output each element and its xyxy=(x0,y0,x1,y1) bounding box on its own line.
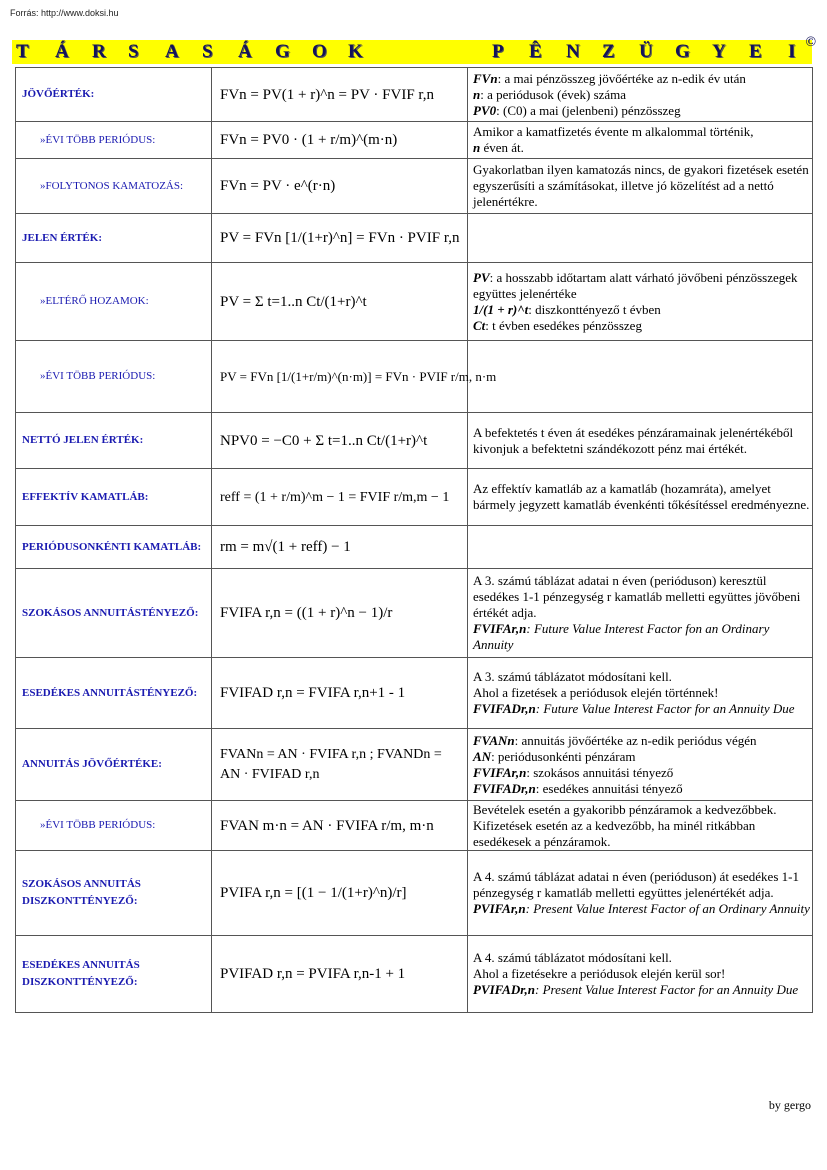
description xyxy=(468,729,813,801)
description xyxy=(468,851,813,936)
formula: FVIFAD r,n = FVIFA r,n+1 - 1 xyxy=(220,685,406,701)
table-row xyxy=(16,658,813,729)
title-letter: O xyxy=(312,41,327,62)
formula-cell xyxy=(212,801,468,851)
table-row xyxy=(16,569,813,658)
desc-line: : esedékes annuitási tényező xyxy=(535,780,683,796)
title-letter: Z xyxy=(602,41,615,62)
formula: PVIFAD r,n = PVIFA r,n-1 + 1 xyxy=(220,966,406,982)
desc-line: : Present Value Interest Factor for an Annuity Due xyxy=(535,982,799,997)
title-letter: Á xyxy=(55,41,69,62)
desc-term: PVIFAr,n xyxy=(473,901,526,916)
row-label: »ELTÉRŐ HOZAMOK: xyxy=(16,263,212,341)
formula: NPV0 = −C0 + Σ t=1..n Ct/(1+r)^t xyxy=(220,432,428,449)
formula-cell xyxy=(212,851,468,936)
desc-line: A 4. számú táblázatot módosítani kell. xyxy=(473,950,672,965)
formula-cell xyxy=(212,263,468,341)
desc-term: FVn xyxy=(473,70,498,86)
title-letter: R xyxy=(92,41,106,62)
desc-line: : Future Value Interest Factor for an Annuity Due xyxy=(535,701,795,716)
desc-term: Ct xyxy=(473,317,486,333)
description xyxy=(468,263,813,341)
desc-line: Amikor a kamatfizetés évente m alkalommal történik, xyxy=(473,124,754,139)
description: Bevételek esetén a gyakoribb pénzáramok a kedvezőbbek. Kifizetések esetén az a kedvezőbb, ha minél ritkábban esedékesek a pénzáramok. xyxy=(468,801,813,851)
desc-term: 1/(1 + r)^t xyxy=(473,301,529,317)
title-letter: G xyxy=(675,41,690,62)
row-label: EFFEKTÍV KAMATLÁB: xyxy=(16,469,212,526)
desc-term: PV xyxy=(473,269,490,285)
formula: rm = m√(1 + reff) − 1 xyxy=(220,539,351,555)
title-letter: G xyxy=(275,41,290,62)
formula: PV = Σ t=1..n Ct/(1+r)^t xyxy=(220,293,367,310)
desc-term: FVIFAr,n xyxy=(473,621,527,636)
row-label: PERIÓDUSONKÉNTI KAMATLÁB: xyxy=(16,526,212,569)
formula-cell xyxy=(212,68,468,122)
formula-cell xyxy=(212,469,468,526)
description: Az effektív kamatláb az a kamatláb (hozamráta), amelyet bármely jegyzett kamatláb évenkénti tőkésítéssel eredményezne. xyxy=(468,469,813,526)
description xyxy=(468,214,813,263)
description xyxy=(468,68,813,122)
row-label: ANNUITÁS JÖVŐÉRTÉKE: xyxy=(16,729,212,801)
table-row xyxy=(16,159,813,214)
table-row xyxy=(16,526,813,569)
description: A befektetés t éven át esedékes pénzáramainak jelenértékéből kivonjuk a befektetni szándékozott pénz mai értékét. xyxy=(468,413,813,469)
formula: FVn = PV · e^(r·n) xyxy=(220,178,336,194)
desc-term: FVIFADr,n xyxy=(473,780,536,796)
desc-line: : (C0) a mai (jelenbeni) pénzösszeg xyxy=(496,102,681,118)
table-row xyxy=(16,263,813,341)
row-label: SZOKÁSOS ANNUITÁSTÉNYEZŐ: xyxy=(16,569,212,658)
desc-term: PVIFADr,n xyxy=(473,982,536,997)
desc-line: : periódusonkénti pénzáram xyxy=(491,748,636,764)
desc-line: : a mai pénzösszeg jövőértéke az n-edik év után xyxy=(497,70,746,86)
desc-line: : t évben esedékes pénzösszeg xyxy=(485,317,642,333)
desc-line: : annuitás jövőértéke az n-edik periódus végén xyxy=(514,732,757,748)
desc-line: Ahol a fizetésekre a periódusok elején kerül sor! xyxy=(473,966,726,981)
formula: reff = (1 + r/m)^m − 1 = FVIF r/m,m − 1 xyxy=(220,489,450,505)
row-label: »FOLYTONOS KAMATOZÁS: xyxy=(16,159,212,214)
formula-cell xyxy=(212,526,468,569)
formula-cell xyxy=(212,214,468,263)
desc-term: n xyxy=(473,86,481,102)
table-row xyxy=(16,851,813,936)
desc-line: éven át. xyxy=(480,140,524,155)
formula: PV = FVn [1/(1+r)^n] = FVn · PVIF r,n xyxy=(220,230,460,246)
desc-line: : a periódusok (évek) száma xyxy=(480,86,627,102)
table-row xyxy=(16,936,813,1013)
table-row xyxy=(16,729,813,801)
desc-line: : Present Value Interest Factor of an Ordinary Annuity xyxy=(525,901,810,916)
title-letter: Ü xyxy=(639,41,653,62)
desc-line: A 4. számú táblázat adatai n éven (perióduson) át esedékes 1-1 pénzegység r kamatláb melletti együttes jelenértékét adja. xyxy=(473,869,799,900)
table-row xyxy=(16,469,813,526)
formula: FVAN m·n = AN · FVIFA r/m, m·n xyxy=(220,817,434,834)
formula: FVIFA r,n = ((1 + r)^n − 1)/r xyxy=(220,605,393,621)
formula: FVn = PV(1 + r)^n = PV · FVIF r,n xyxy=(220,86,435,103)
formula: PV = FVn [1/(1+r/m)^(n·m)] = FVn · PVIF r/m, n·m xyxy=(220,368,497,384)
formula: FVANn = AN · FVIFA r,n ; FVANDn = AN · FVIFAD r,n xyxy=(220,746,442,782)
desc-line: A 3. számú táblázat adatai n éven (perióduson) keresztül esedékes 1-1 pénzegység r kamatláb melletti együttes jövőbeni értékét adja. xyxy=(473,573,801,620)
desc-term: n xyxy=(473,140,481,155)
row-label: ESEDÉKES ANNUITÁSTÉNYEZŐ: xyxy=(16,658,212,729)
title-letter: Y xyxy=(712,41,726,62)
desc-term: AN xyxy=(473,748,492,764)
table-row xyxy=(16,801,813,851)
formula-cell xyxy=(212,569,468,658)
desc-term: FVIFADr,n xyxy=(473,701,536,716)
description xyxy=(468,122,813,159)
formula: FVn = PV0 · (1 + r/m)^(m·n) xyxy=(220,132,398,148)
formula-cell xyxy=(212,159,468,214)
title-letter: Á xyxy=(238,41,252,62)
desc-term: FVIFAr,n xyxy=(473,764,527,780)
table-row xyxy=(16,214,813,263)
formula-cell xyxy=(212,936,468,1013)
description xyxy=(468,569,813,658)
formula-cell xyxy=(212,658,468,729)
table-row xyxy=(16,341,813,413)
desc-line: : a hosszabb időtartam alatt várható jövőbeni pénzösszegek együttes jelenértéke xyxy=(473,269,798,301)
table-row xyxy=(16,68,813,122)
row-label: »ÉVI TÖBB PERIÓDUS: xyxy=(16,122,212,159)
desc-line: A 3. számú táblázatot módosítani kell. xyxy=(473,669,672,684)
byline: by gergo xyxy=(768,1098,811,1112)
table-row xyxy=(16,413,813,469)
table-row xyxy=(16,122,813,159)
desc-term: FVANn xyxy=(473,732,515,748)
formula-cell xyxy=(212,122,468,159)
title-letter: E xyxy=(749,41,762,62)
title-letter: N xyxy=(566,41,580,62)
source-url: Forrás: http://www.doksi.hu xyxy=(10,8,119,18)
formula: PVIFA r,n = [(1 − 1/(1+r)^n)/r] xyxy=(220,885,407,901)
title-letter: K xyxy=(348,41,363,62)
row-label: SZOKÁSOS ANNUITÁS DISZKONTTÉNYEZŐ: xyxy=(16,851,212,936)
title-letter: S xyxy=(128,41,139,62)
row-label: »ÉVI TÖBB PERIÓDUS: xyxy=(16,801,212,851)
desc-line: : diszkonttényező t évben xyxy=(528,301,661,317)
title-banner xyxy=(12,35,816,64)
title-letter: I xyxy=(788,41,796,62)
row-label: JELEN ÉRTÉK: xyxy=(16,214,212,263)
formula-cell xyxy=(212,413,468,469)
description xyxy=(468,658,813,729)
row-label: JÖVŐÉRTÉK: xyxy=(16,68,212,122)
desc-term: PV0 xyxy=(473,102,497,118)
desc-line: Ahol a fizetések a periódusok elején történnek! xyxy=(473,685,719,700)
title-letter: P xyxy=(492,41,504,62)
title-letter: T xyxy=(16,41,29,62)
description xyxy=(468,526,813,569)
description xyxy=(468,341,813,413)
formula-cell xyxy=(212,341,497,413)
row-label: NETTÓ JELEN ÉRTÉK: xyxy=(16,413,212,469)
description: Gyakorlatban ilyen kamatozás nincs, de gyakori fizetések esetén egyszerűsíti a számításokat, illetve jó közelítést ad a nettó jelenértékre. xyxy=(468,159,813,214)
desc-line: : szokásos annuitási tényező xyxy=(526,764,674,780)
description xyxy=(468,936,813,1013)
copyright-icon: © xyxy=(805,35,816,50)
formula-table xyxy=(15,67,813,1013)
title-letter: Ê xyxy=(529,41,542,62)
row-label: ESEDÉKES ANNUITÁS DISZKONTTÉNYEZŐ: xyxy=(16,936,212,1013)
desc-line: : Future Value Interest Factor fon an Ordinary Annuity xyxy=(473,621,770,652)
title-letter: A xyxy=(165,41,179,62)
row-label: »ÉVI TÖBB PERIÓDUS: xyxy=(16,341,212,413)
formula-cell xyxy=(212,729,468,801)
title-letter: S xyxy=(202,41,213,62)
